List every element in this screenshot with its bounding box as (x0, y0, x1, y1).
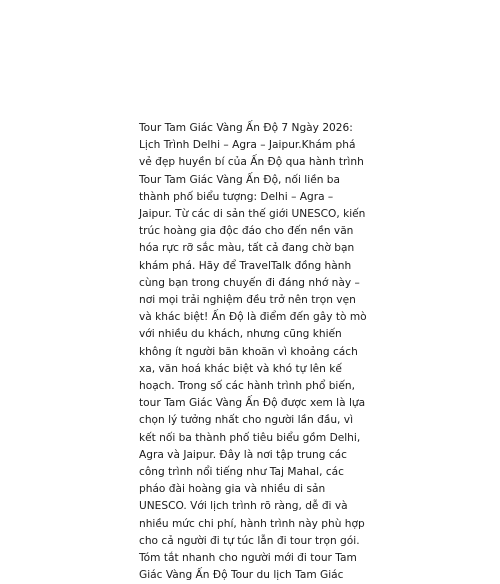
text-line: cùng bạn trong chuyến đi đáng nhớ này – (139, 276, 360, 289)
text-line: Agra và Jaipur. Đây là nơi tập trung các (139, 448, 347, 461)
text-line: kết nối ba thành phố tiêu biểu gồm Delhi, (139, 431, 361, 444)
text-line: cho cả người đi tự túc lẫn đi tour trọn gói. (139, 534, 360, 547)
text-line: với nhiều du khách, nhưng cũng khiến (139, 328, 342, 341)
text-line: thành phố biểu tượng: Delhi – Agra – (139, 190, 334, 203)
text-line: không ít người băn khoăn vì khoảng cách (139, 345, 358, 358)
text-line: Giác Vàng Ấn Độ Tour du lịch Tam Giác (139, 569, 344, 582)
text-line: pháo đài hoàng gia và nhiều di sản (139, 483, 326, 496)
text-line: Lịch Trình Delhi – Agra – Jaipur.Khám phá (139, 139, 356, 152)
text-line: nơi mọi trải nghiệm đều trở nên trọn vẹn (139, 294, 356, 307)
text-line: chọn lý tưởng nhất cho người lần đầu, vì (139, 414, 354, 427)
text-line: hoạch. Trong số các hành trình phổ biến, (139, 380, 355, 393)
text-line: trúc hoàng gia độc đáo cho đến nền văn (139, 225, 354, 238)
text-line: khám phá. Hãy để TravelTalk đồng hành (139, 259, 352, 272)
text-line: Tour Tam Giác Vàng Ấn Độ, nối liền ba (139, 173, 341, 186)
text-line: UNESCO. Với lịch trình rõ ràng, dễ đi và (139, 500, 348, 513)
text-line: tour Tam Giác Vàng Ấn Độ được xem là lựa (139, 397, 366, 410)
text-line: xa, văn hoá khác biệt và khó tự lên kế (139, 362, 342, 375)
text-line: hóa rực rỡ sắc màu, tất cả đang chờ bạn (139, 242, 355, 255)
text-line: nhiều mức chi phí, hành trình này phù hợp (139, 517, 365, 530)
text-line: Tóm tắt nhanh cho người mới đi tour Tam (139, 552, 357, 565)
text-line: Tour Tam Giác Vàng Ấn Độ 7 Ngày 2026: (139, 122, 353, 134)
text-line: công trình nổi tiếng như Taj Mahal, các (139, 466, 344, 479)
text-line: và khác biệt! Ấn Độ là điểm đến gây tò mò (139, 311, 367, 324)
article-text (139, 120, 371, 584)
text-line: Jaipur. Từ các di sản thế giới UNESCO, kiến (139, 208, 366, 221)
text-line: vẻ đẹp huyền bí của Ấn Độ qua hành trình (139, 156, 364, 169)
